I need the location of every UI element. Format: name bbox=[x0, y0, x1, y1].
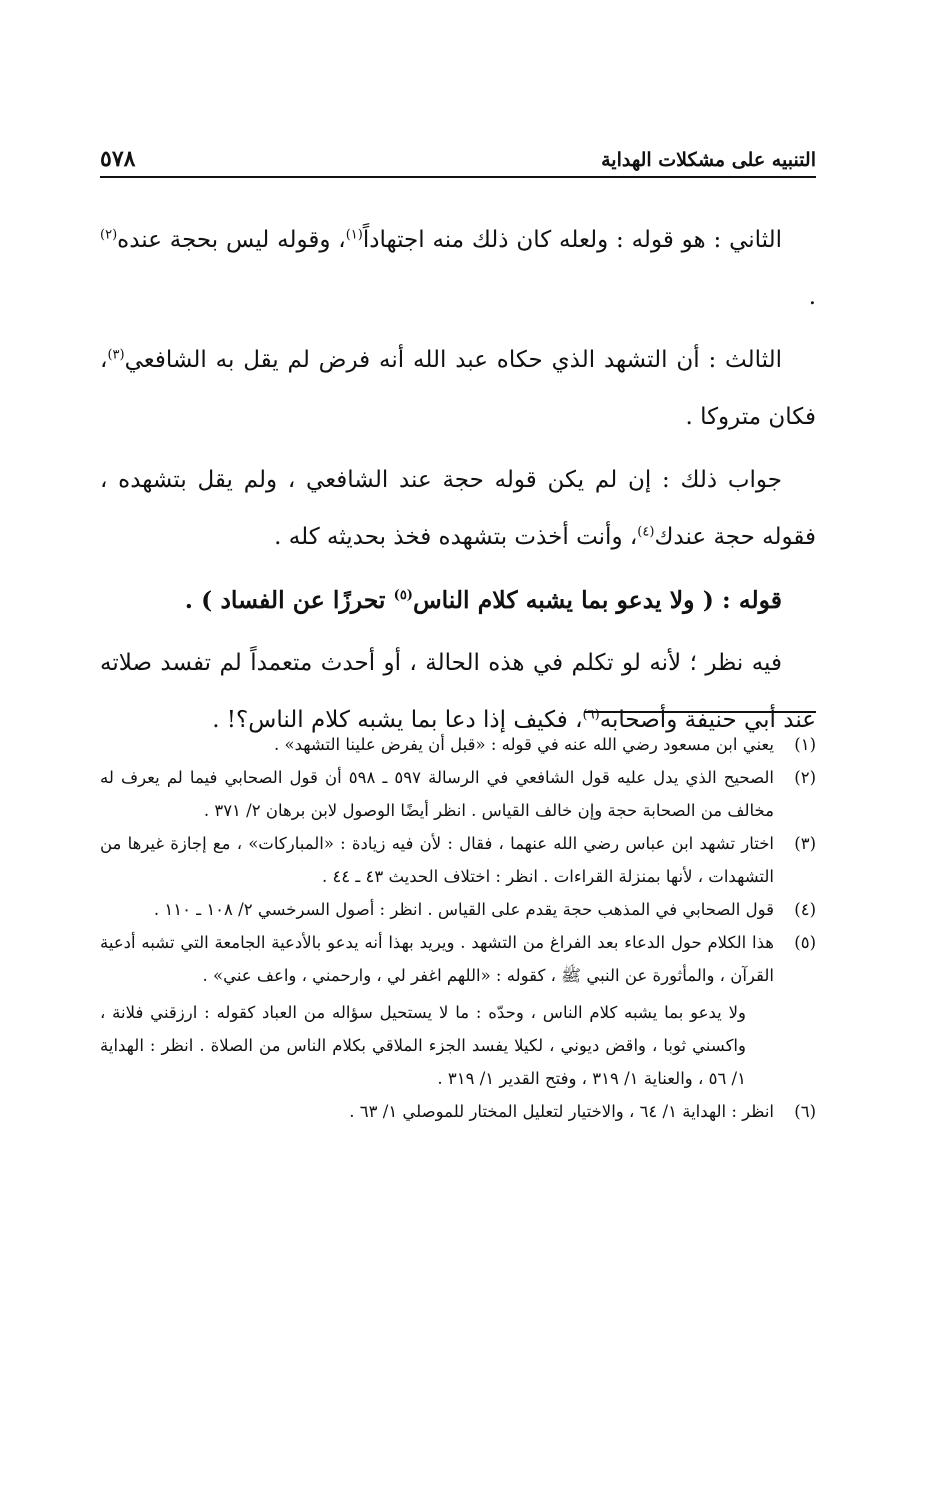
footnote-text: اختار تشهد ابن عباس رضي الله عنهما ، فقال : لأن فيه زيادة : «المباركات» ، مع إجازة غيرها من التشهدات ، لأنها بمنزلة القراءات . انظر : اختلاف الحديث ٤٣ ـ ٤٤ . bbox=[100, 834, 774, 886]
page-number: ٥٧٨ bbox=[100, 146, 136, 172]
footnote-5 bbox=[100, 926, 816, 1095]
footnote-6 bbox=[100, 1095, 816, 1128]
footnote-number: (٦) bbox=[794, 1102, 816, 1121]
footnote-ref: (٢) bbox=[100, 227, 118, 243]
footnote-ref: (١) bbox=[345, 227, 363, 243]
footnote-text: يعني ابن مسعود رضي الله عنه في قوله : «قبل أن يفرض علينا التشهد» . bbox=[273, 735, 774, 754]
paragraph-answer bbox=[100, 452, 816, 566]
footnote-divider bbox=[584, 711, 816, 713]
footnote-text: قول الصحابي في المذهب حجة يقدم على القياس . انظر : أصول السرخسي ٢/ ١٠٨ ـ ١١٠ . bbox=[153, 900, 774, 919]
footnotes bbox=[100, 728, 816, 1128]
footnote-number: (٢) bbox=[794, 768, 816, 787]
paragraph-third-point bbox=[100, 332, 816, 446]
footnote-1 bbox=[100, 728, 816, 761]
paragraph-text: جواب ذلك : إن لم يكن قوله حجة عند الشافعي ، ولم يقل بتشهده ، فقوله حجة عندك bbox=[100, 467, 816, 550]
paragraph-text: ، وقوله ليس بحجة عنده bbox=[117, 227, 346, 253]
footnote-ref: (٤) bbox=[637, 524, 655, 540]
footnote-ref: (٣) bbox=[107, 347, 125, 363]
footnote-number: (٥) bbox=[794, 933, 816, 952]
paragraph-text: قوله : ( ولا يدعو بما يشبه كلام الناس bbox=[412, 586, 782, 614]
paragraph-text: تحرزًا عن الفساد ) . bbox=[184, 586, 386, 614]
footnote-text: هذا الكلام حول الدعاء بعد الفراغ من التشهد . ويريد بهذا أنه يدعو بالأدعية الجامعة التي تشبه أدعية القرآن ، والمأثورة عن النبي ﷺ ، كقوله : «اللهم اغفر لي ، وارحمني ، واعف عني» . bbox=[100, 933, 774, 985]
paragraph-text: ، فكيف إذا دعا بما يشبه كلام الناس؟! . bbox=[212, 707, 583, 733]
footnote-number: (٤) bbox=[794, 900, 816, 919]
running-header bbox=[100, 138, 816, 178]
paragraph-text: ، وأنت أخذت بتشهده فخذ بحديثه كله . bbox=[274, 524, 638, 550]
paragraph-second-point bbox=[100, 212, 816, 326]
paragraph-text: . bbox=[808, 284, 816, 310]
footnote-continuation: ولا يدعو بما يشبه كلام الناس ، وحدّه : ما لا يستحيل سؤاله من العباد كقوله : ارزقني فلانة ، واكسني ثوبا ، واقض ديوني ، لكيلا يفسد الجزء الملاقي بكلام الناس من الصلاة . انظر : الهداية ١/ ٥٦ ، والعناية ١/ ٣١٩ ، وفتح القدير ١/ ٣١٩ . bbox=[100, 1003, 746, 1088]
footnote-number: (١) bbox=[794, 735, 816, 754]
main-text bbox=[100, 212, 816, 755]
footnote-2 bbox=[100, 761, 816, 827]
footnote-3 bbox=[100, 827, 816, 893]
footnote-text: انظر : الهداية ١/ ٦٤ ، والاختيار لتعليل المختار للموصلي ١/ ٦٣ . bbox=[349, 1102, 774, 1121]
paragraph-text: ، فكان متروكا . bbox=[100, 347, 816, 430]
book-title: التنبيه على مشكلات الهداية bbox=[601, 149, 816, 171]
paragraph-text: الثاني : هو قوله : ولعله كان ذلك منه اجتهاداً bbox=[362, 227, 782, 253]
footnote-number: (٣) bbox=[794, 834, 816, 853]
footnote-ref: (٥) bbox=[393, 588, 413, 604]
footnote-ref: (٦) bbox=[582, 707, 600, 723]
paragraph-text: فيه نظر ؛ لأنه لو تكلم في هذه الحالة ، أو أحدث متعمداً لم تفسد صلاته عند أبي حنيفة وأصحابه bbox=[100, 650, 816, 733]
footnote-4 bbox=[100, 893, 816, 926]
paragraph-text: الثالث : أن التشهد الذي حكاه عبد الله أنه فرض لم يقل به الشافعي bbox=[124, 347, 782, 373]
paragraph-quoted-text bbox=[100, 572, 816, 629]
footnote-text: الصحيح الذي يدل عليه قول الشافعي في الرسالة ٥٩٧ ـ ٥٩٨ أن قول الصحابي فيما لم يعرف له مخالف من الصحابة حجة وإن خالف القياس . انظر أيضًا الوصول لابن برهان ٢/ ٣٧١ . bbox=[100, 768, 774, 820]
